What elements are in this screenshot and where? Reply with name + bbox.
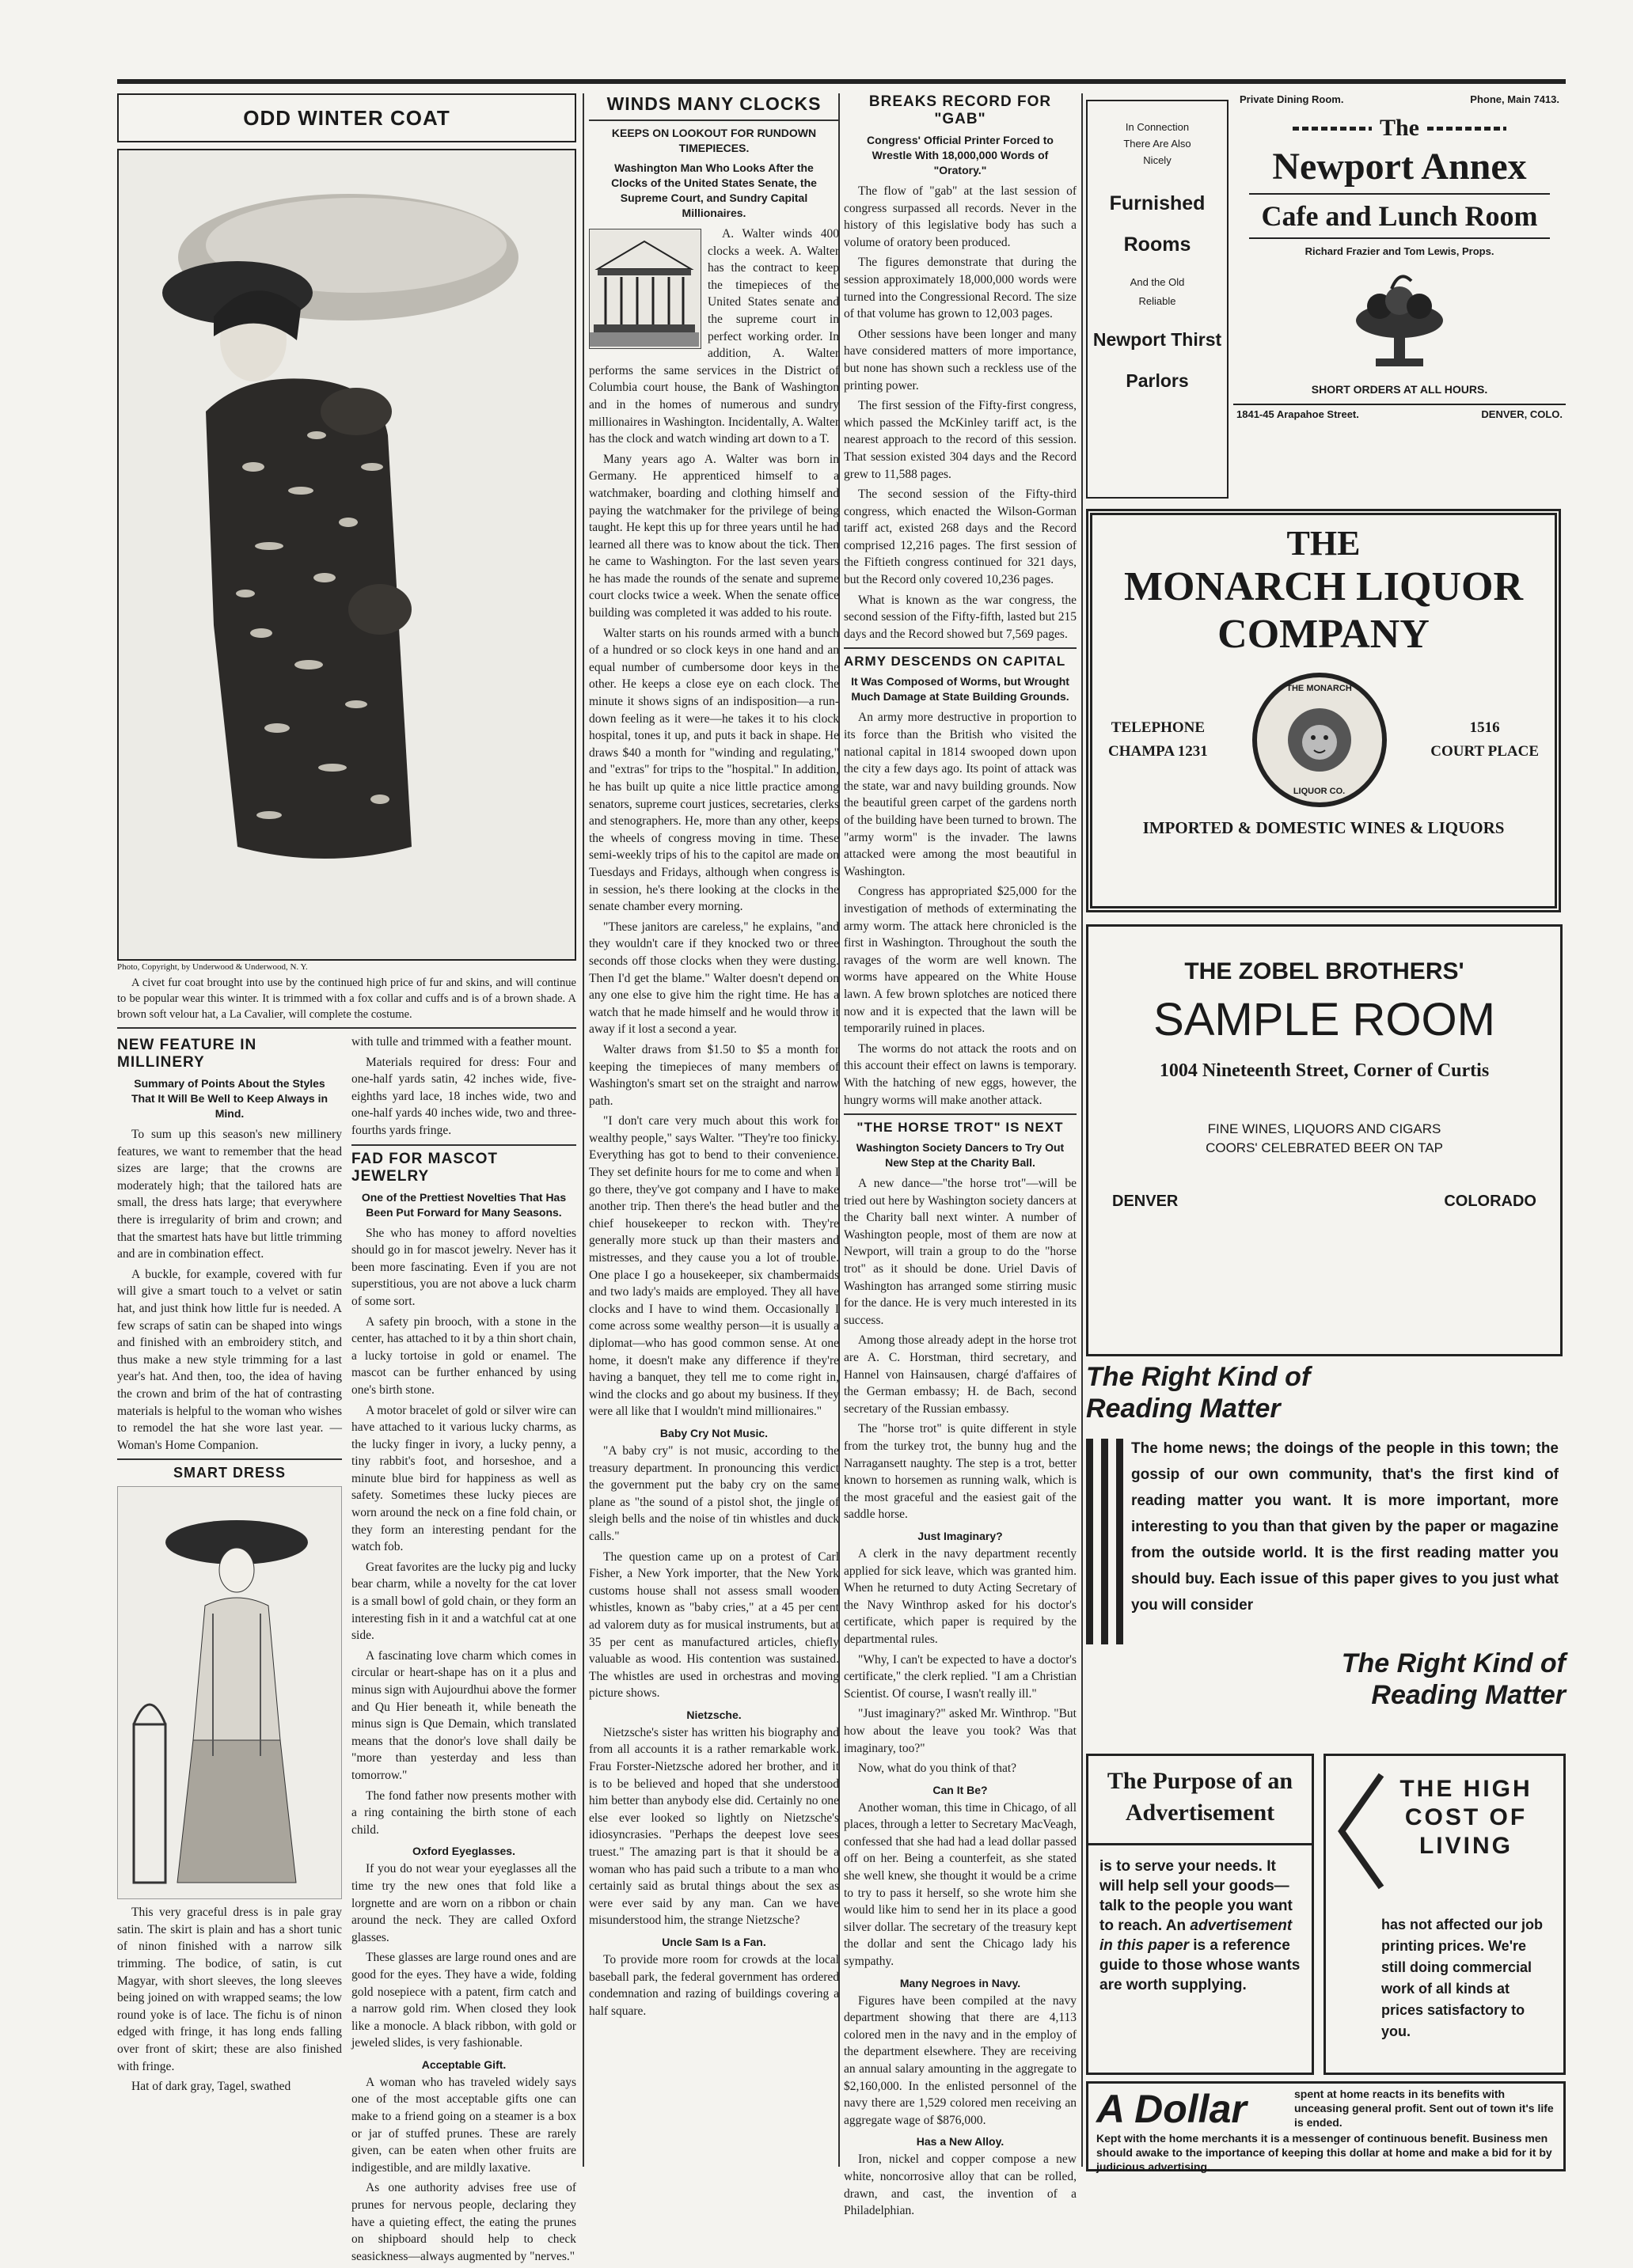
smart-dress-headline: SMART DRESS bbox=[173, 1465, 286, 1481]
imaginary-paragraph: A clerk in the navy department recently applied for sick leave, which was granted him. When he returned to duty Acting Secretary of the Navy Winthrop asked for his doctor's certificate, which paper is required by the departmental rules. bbox=[844, 1546, 1077, 1646]
smart-dress-paragraph: This very graceful dress is in pale gray satin. The skirt is plain and has a short tunic of ninon finished with a narrow silk trimming. The bodice, of satin, is cut Magyar, with short sleeves, the long sleeves being joined on with wrapped seams; the low round yoke is of lace. The fichu is of ninon edged with fringe, it has long ends falling over front of skirt; these are also finished with fringe. bbox=[117, 1906, 342, 2073]
millinery-paragraph: To sum up this season's new millinery features, we want to remember that the head sizes are large; that the crowns are moderately high; that the tailored hats are small, the dress hats large; that everywhere there is irregularity of brim and crown; and that the smartest hats have but little trimming and are in combination effect. bbox=[117, 1128, 342, 1261]
mascot-paragraph: A motor bracelet of gold or silver wire can have attached to it various lucky charms, as the lucky finger in ivory, a lucky penny, a tiny rabbit's foot, and horseshoe, and a minute blue bird for happiness as well as safety. Sometimes these lucky pieces are worn around the neck on a fine fold chain, or they form an interesting pendant for the watch fob. bbox=[351, 1403, 576, 1554]
decorative-bars bbox=[1086, 1431, 1123, 1644]
gab-paragraph: What is known as the war congress, the second session of the Fifty-fifth, lasted but 215 days and the Record showed but 7,569 pages. bbox=[844, 593, 1077, 641]
column-4-ads bbox=[1086, 93, 1566, 2173]
imaginary-paragraph: Now, what do you think of that? bbox=[858, 1762, 1017, 1776]
monarch-the: THE bbox=[1286, 524, 1361, 563]
dollar-title: A Dollar bbox=[1096, 2087, 1247, 2131]
mascot-paragraph: The fond father now presents mother with a ring containing the birth stone of each child. bbox=[351, 1788, 576, 1837]
monarch-liquor-ad bbox=[1086, 509, 1561, 912]
newport-props: Richard Frazier and Tom Lewis, Props. bbox=[1305, 245, 1494, 257]
gab-subhead: Congress' Official Printer Forced to Wrestle With 18,000,000 Words of "Oratory." bbox=[867, 134, 1054, 176]
gab-paragraph: The flow of "gab" at the last session of congress surpassed all records. Never in the history of this legislative body has such a volume of oratory been produced. bbox=[844, 184, 1077, 249]
monarch-telephone-number: CHAMPA 1231 bbox=[1108, 743, 1208, 760]
alloy-subhead: Has a New Alloy. bbox=[916, 2135, 1004, 2149]
monarch-name2: COMPANY bbox=[1217, 612, 1430, 657]
clocks-paragraph: "These janitors are careless," he explains, "and they wouldn't care if they knocked two or three seconds off those clocks when they were dusting. Then I'd get the blame." Walter doesn't depend on any one else to give him the right time. He has a watch that he made himself and he would throw it away if it lost a second a year. bbox=[589, 920, 839, 1037]
clocks-headline: WINDS MANY CLOCKS bbox=[606, 93, 822, 114]
newport-annex-ad bbox=[1233, 93, 1566, 497]
smart-dress-illustration bbox=[117, 1486, 342, 1899]
ornament bbox=[1427, 127, 1506, 131]
negroes-navy-paragraph: Figures have been compiled at the navy department showing that there are 4,113 colored men in the navy and in the employ of the department elsewhere. They are receiving an annual salary amounting in the aggregate to $2,160,000. In the enlisted personnel of the navy there are 1,529 colored men receiving an aggregate wage of $876,000. bbox=[844, 1993, 1077, 2127]
dollar-body1: spent at home reacts in its benefits with unceasing general profit. Sent out of town it's life is ended. bbox=[1294, 2088, 1554, 2129]
newport-sub: Cafe and Lunch Room bbox=[1261, 200, 1538, 232]
horse-trot-subhead: Washington Society Dancers to Try Out New Step at the Charity Ball. bbox=[856, 1141, 1065, 1170]
top-rule bbox=[117, 79, 1566, 84]
imaginary-paragraph: "Why, I can't be expected to have a doctor's certificate," the clerk replied. "I am a Christian Scientist. Of course, I wasn't really ill." bbox=[844, 1652, 1077, 1701]
monarch-address-number: 1516 bbox=[1469, 719, 1500, 736]
millinery-paragraph: A buckle, for example, covered with fur will give a smart touch to a velvet or satin hat, and just think how little fur is needed. A few scraps of satin can be shaped into wings and finished with an embroidery stitch, and thus make a new style trimming for a last year's hat. And then, too, the idea of having the crown and brim of the hat of contrasting materials is helpful to the woman who wishes to remodel the hat she wore last year. —Woman's Home Companion. bbox=[117, 1267, 342, 1452]
uncle-sam-subhead: Uncle Sam Is a Fan. bbox=[662, 1936, 766, 1948]
column-1-subcolumns bbox=[117, 1033, 576, 2268]
divider bbox=[117, 1458, 342, 1460]
uncle-sam-paragraph: To provide more room for crowds at the local baseball park, the federal government has ordered condemnation and razing of buildings covering a half square. bbox=[589, 1953, 839, 2018]
zobel-line5: COORS' CELEBRATED BEER ON TAP bbox=[1206, 1140, 1443, 1155]
column-1b bbox=[351, 1033, 576, 2268]
seal-top-text: THE MONARCH bbox=[1286, 684, 1352, 693]
zobel-line1: THE ZOBEL BROTHERS' bbox=[1184, 958, 1464, 984]
oxford-paragraph: These glasses are large round ones and are good for the eyes. They have a wide, folding gold nosepiece with a patent, firm catch and a narrow gold rim. When closed they look like a monocle. A black ribbon, with gold or jeweled slides, is very fashionable. bbox=[351, 1951, 576, 2050]
gift-paragraph: A woman who has traveled widely says one of the most acceptable gifts one can make to a friend going on a steamer is a box or jar of stuffed prunes. These are rarely given, can be eaten when other fruits are indigestible, and are mildly laxative. bbox=[351, 2075, 576, 2175]
column-2 bbox=[589, 93, 839, 2167]
imaginary-subhead: Just Imaginary? bbox=[917, 1529, 1003, 1542]
thirst-line: Reliable bbox=[1138, 295, 1176, 307]
mascot-subhead: One of the Prettiest Novelties That Has Been Put Forward for Many Seasons. bbox=[361, 1190, 567, 1219]
baby-cry-subhead: Baby Cry Not Music. bbox=[659, 1426, 769, 1439]
clocks-paragraph: Walter starts on his rounds armed with a bunch of a hundred or so clock keys in one hand and an equal number of cumbersome door keys in the other. He keeps a close eye on each clock. The minute it shows signs of an indisposition—a run-down feeling as it were—he takes it to his clock hospital, tones it up, and puts it back in shape. He draws $40 a month for "winding and regulating," and "extras" for trips to the "hospital." In addition, he has built up quite a nice little practice among senators, supreme court justices, secretaries, clerks and stenographers. He, more than any other, keeps the wheels of congress moving in time. These semi-weekly trips of his to the capitol are made on Tuesdays and Fridays, although when congress is in session, he's there looking at the clocks in the senate chamber every morning. bbox=[589, 626, 839, 914]
smart-dress-continued: with tulle and trimmed with a feather mount. bbox=[351, 1035, 572, 1049]
alloy-paragraph: Iron, nickel and copper compose a new white, noncorrosive alloy that can be rolled, drawn, and cast, the invention of a Philadelphian. bbox=[844, 2152, 1077, 2218]
purpose-body-part1: is to serve your needs. It will help sell your goods—talk to the people you want to reach. An bbox=[1099, 1858, 1293, 1934]
newport-city: DENVER, COLO. bbox=[1481, 408, 1563, 420]
thirst-line: There Are Also bbox=[1123, 138, 1191, 150]
smart-dress-continued: Materials required for dress: Four and one-half yards satin, 42 inches wide, five-eighths yard lace, 18 inches wide, two and one-half yards 40 inches wide, two and three-fourths yards fringe. bbox=[351, 1055, 576, 1137]
dollar-ad bbox=[1086, 2081, 1566, 2171]
horse-trot-paragraph: Among those already adept in the horse trot are A. C. Horstman, third secretary, and Hannel von Hainsausen, chargé d'affaires of the German embassy; H. de Bach, second secretary of the Russian embassy. bbox=[844, 1333, 1077, 1416]
clocks-paragraph: "I don't care very much about this work for wealthy people," says Walter. "They're too finicky. Everything has got to bend to their convenience. They set definite hours for me to come and when I go there, they've got company and I have to make another trip. Then there's the head butler and the chief housekeeper to reckon with. They're generally more stuck up than their masters and mistresses, and they cause you a lot of trouble. One place I go a housekeeper, six chambermaids and two lady's maids are employed. They all have clocks and I have to wind them. Occasionally I come across some wealthy person—it is usually a diplomat—who has good common sense. At one home, it doesn't make any difference if they're having a banquet, they tell me to come right in, wind the clocks and go about my business. If they were all like that I wouldn't mind millionaires." bbox=[589, 1114, 839, 1419]
clocks-paragraph: Walter draws from $1.50 to $5 a month for keeping the timepieces of many members of Washington's smart set on the straight and narrow path. bbox=[589, 1042, 839, 1108]
reading-title-line2-bottom: Reading Matter bbox=[1371, 1680, 1566, 1710]
clocks-deck: Washington Man Who Looks After the Clocks of the United States Senate, the Supreme Court, and Sundry Capital Millionaires. bbox=[611, 161, 817, 219]
gab-paragraph: The second session of the Fifty-third congress, which enacted the Wilson-Gorman tariff act, existed 268 days and the Record comprised 12,216 pages. The first session of the Fiftieth congress continued for 321 days, but the Record only covered 10,236 pages. bbox=[844, 487, 1077, 587]
purpose-title2: Advertisement bbox=[1125, 1800, 1275, 1826]
clocks-paragraph: Many years ago A. Walter was born in Germany. He apprenticed himself to a watchmaker, boarding and clothing himself and paying the watchmaker for the privilege of being taught. He kept this up for three years until he had learned all there was to know about the tick. Then he came to Washington. For the last seven years he has made the rounds of the senate and supreme court clocks twice a week. When the senate office building was completed it was added to his route. bbox=[589, 452, 839, 620]
fruit-bowl-icon bbox=[1233, 265, 1566, 380]
coat-caption: A civet fur coat brought into use by the continued high price of fur and skins, and will continue to be popular wear this winter. It is trimmed with a fox collar and cuffs and is of a brown shade. A brown soft velour hat, a La Cavalier, will complete the costume. bbox=[117, 977, 576, 1021]
mascot-headline: FAD FOR MASCOT JEWELRY bbox=[351, 1150, 498, 1185]
dollar-body2: Kept with the home merchants it is a messenger of continuous benefit. Business men should awake to the importance of keeping this dollar at home and make a bid for it by judicious advertising. bbox=[1096, 2132, 1552, 2173]
reading-title-line1-bottom: The Right Kind of bbox=[1341, 1648, 1566, 1678]
column-rule bbox=[1081, 93, 1083, 2167]
negroes-navy-subhead: Many Negroes in Navy. bbox=[899, 1976, 1021, 1989]
dress-sketch bbox=[118, 1487, 341, 1897]
millinery-headline: NEW FEATURE IN MILLINERY bbox=[117, 1037, 257, 1071]
ornament bbox=[1293, 127, 1372, 131]
army-headline: ARMY DESCENDS ON CAPITAL bbox=[844, 654, 1066, 669]
coat-photo bbox=[117, 149, 576, 961]
oxford-subhead: Oxford Eyeglasses. bbox=[412, 1845, 515, 1858]
can-it-be-paragraph: Another woman, this time in Chicago, of all places, through a letter to Secretary MacVeagh, confessed that she had had a lead dollar passed off on her. Being a counterfeit, as she stated she well knew, she thought it would be a crime to try to pass it herself, so she wrote him she would like him to send her in its place a good silver dollar. The secretary of the treasury kept the dollar and sent the Chicago lady his sympathy. bbox=[844, 1800, 1077, 1969]
divider bbox=[117, 1027, 576, 1029]
column-3 bbox=[844, 93, 1077, 2218]
zobel-line3: 1004 Nineteenth Street, Corner of Curtis bbox=[1159, 1060, 1490, 1081]
nietzsche-subhead: Nietzsche. bbox=[686, 1708, 742, 1721]
zobel-right: COLORADO bbox=[1444, 1193, 1536, 1210]
imaginary-paragraph: "Just imaginary?" asked Mr. Winthrop. "But how about the leave you took? Was that imaginary, too?" bbox=[844, 1707, 1077, 1755]
army-paragraph: Congress has appropriated $25,000 for the investigation of methods of exterminating the army worm. The attack here chronicled is the first in Washington. Throughout the south the ravages of the worm are well known. The worms have appeared on the White House lawn. A few brown splotches are noticed there now and it is expected that the lawn will be temporarily ruined in places. bbox=[844, 885, 1077, 1036]
monarch-telephone: TELEPHONE bbox=[1111, 719, 1206, 736]
gab-paragraph: The first session of the Fifty-first congress, which passed the McKinley tariff act, is the nearest approach to the record of this session. That session existed 304 days and the Record grew to 11,588 pages. bbox=[844, 399, 1077, 481]
zobel-line4: FINE WINES, LIQUORS AND CIGARS bbox=[1207, 1121, 1441, 1136]
can-it-be-subhead: Can It Be? bbox=[932, 1783, 988, 1796]
phone-label: Phone, Main 7413. bbox=[1470, 93, 1559, 105]
mascot-paragraph: She who has money to afford novelties should go in for mascot jewelry. Never has it been more fascinating. Even if you are not superstitious, you are not above a luck charm of some sort. bbox=[351, 1226, 576, 1308]
divider bbox=[589, 119, 839, 121]
thirst-newport: Newport Thirst bbox=[1092, 329, 1222, 350]
coat-headline: ODD WINTER COAT bbox=[243, 105, 450, 130]
horse-trot-paragraph: A new dance—"the horse trot"—will be tried out here by Washington society dancers at the Charity ball next winter. A number of Washington people, most of them are now at Newport, will train a group to do the "horse trot" as it should be done. Uriel Davis of Washington has arranged some stirring music for the dance. He is very much interested in its success. bbox=[844, 1177, 1077, 1327]
thirst-line: Nicely bbox=[1143, 154, 1172, 166]
monarch-bottom: IMPORTED & DOMESTIC WINES & LIQUORS bbox=[1142, 818, 1505, 837]
living-title2: COST OF bbox=[1404, 1804, 1528, 1830]
reading-title-line2: Reading Matter bbox=[1086, 1394, 1281, 1424]
divider bbox=[844, 647, 1077, 649]
army-paragraph: The worms do not attack the roots and on this account their effect on lawns is temporary. With the hatching of new eggs, however, the hungry worms will make another attack. bbox=[844, 1041, 1077, 1107]
purpose-title1: The Purpose of an bbox=[1107, 1768, 1293, 1794]
gab-paragraph: Other sessions have been longer and many have considered matters of more importance, but none has shown such a reckless use of the printing power. bbox=[844, 327, 1077, 393]
coat-headline-box bbox=[117, 93, 576, 142]
dining-room-label: Private Dining Room. bbox=[1240, 93, 1344, 105]
monarch-name1: MONARCH LIQUOR bbox=[1123, 564, 1524, 609]
purpose-body-italic: advertisement in this paper bbox=[1099, 1917, 1293, 1954]
monarch-address-street: COURT PLACE bbox=[1430, 743, 1539, 760]
reading-matter-ad bbox=[1086, 1361, 1566, 1741]
baby-cry-paragraph: "A baby cry" is not music, according to the treasury department. In pronouncing this verdict the government put the baby cry on the same plane as "the sound of a pistol shot, the jingle of sleigh bells and the noise of tin whistles and duck calls." bbox=[589, 1443, 839, 1543]
purpose-body-part2: is a reference guide to those whose wants are worth supplying. bbox=[1099, 1937, 1301, 1993]
thirst-line: And the Old bbox=[1130, 276, 1185, 288]
divider bbox=[844, 1113, 1077, 1115]
horse-trot-headline: "THE HORSE TROT" IS NEXT bbox=[856, 1120, 1064, 1136]
mascot-paragraph: A safety pin brooch, with a stone in the center, has attached to it by a thin short chain, a lucky tortoise in gold or enamel. The mascot can be further enhanced by using one's birth stone. bbox=[351, 1314, 576, 1397]
nietzsche-paragraph: Nietzsche's sister has written his biography and from all accounts it is a rather remarkable work. Frau Forster-Nietzsche adored her brother, and it is to be believed and hoped that she understood him better than anybody else did. Certainly no one else ever looked so lightly on Nietzsche's idiosyncrasies. "Perhaps the deepest love sees truest." The amazing part is that it should be a woman who has paid such a tribute to a man who certainly said as brutal things about the sex as were ever said by any man. Can we have misunderstood him, the strange Nietzsche? bbox=[589, 1725, 839, 1928]
high-cost-living-ad bbox=[1323, 1754, 1566, 2075]
purpose-ad bbox=[1086, 1754, 1314, 2075]
seal-bottom-text: LIQUOR CO. bbox=[1293, 787, 1346, 796]
army-paragraph: An army more destructive in proportion to its force than the British who visited the national capital in 1814 swooped down upon the city a few days ago. Its point of attack was the state, war and navy building grounds. Now the beautiful green carpet of the gardens north of the building have been turned to brown. The "army worm" is the invader. The lawns attacked were among the most beautiful in Washington. bbox=[844, 711, 1077, 878]
capitol-illustration bbox=[589, 229, 701, 349]
thirst-line: In Connection bbox=[1125, 121, 1190, 133]
divider bbox=[351, 1144, 576, 1146]
coat-photo-illustration bbox=[119, 150, 575, 956]
living-body: has not affected our job printing prices. We're still doing commercial work of all kinds at prices satisfactory to you. bbox=[1381, 1917, 1544, 2039]
gab-paragraph: The figures demonstrate that during the session approximately 18,000,000 words were turned into the Congressional Record. The size of that volume has grown to 12,003 pages. bbox=[844, 256, 1077, 321]
newport-name: Newport Annex bbox=[1272, 146, 1527, 188]
coat-photo-credit: Photo, Copyright, by Underwood & Underwood, N. Y. bbox=[117, 962, 308, 972]
zobel-left: DENVER bbox=[1112, 1193, 1179, 1210]
thirst-parlors: Parlors bbox=[1126, 370, 1189, 391]
oxford-paragraph: If you do not wear your eyeglasses all the time try the new ones that fold like a lorgnette and are worn on a ribbon or chain around the neck. They are called Oxford glasses. bbox=[351, 1862, 576, 1944]
living-title1: THE HIGH bbox=[1399, 1776, 1532, 1802]
thirst-furnished: Furnished bbox=[1109, 192, 1206, 214]
newport-the: The bbox=[1379, 115, 1419, 141]
living-title3: LIVING bbox=[1418, 1833, 1513, 1859]
reading-title-line1: The Right Kind of bbox=[1086, 1362, 1311, 1392]
mascot-paragraph: Great favorites are the lucky pig and lucky bear charm, while a novelty for the cat lover is a small bowl of gold chain, or they form an interesting fish in it and a watchful cat at one side. bbox=[351, 1560, 576, 1643]
army-subhead: It Was Composed of Worms, but Wrought Much Damage at State Building Grounds. bbox=[851, 675, 1069, 704]
purpose-body bbox=[1088, 1852, 1312, 2000]
column-rule bbox=[583, 93, 584, 2167]
thirst-parlors-ad bbox=[1086, 100, 1229, 499]
gift-paragraph: As one authority advises free use of prunes for nervous people, declaring they have a quieting effect, the eating the prunes on shipboard should help to check seasickness—always augmented by "nerves." bbox=[351, 2181, 576, 2263]
column-1a bbox=[117, 1033, 342, 2268]
gab-headline: BREAKS RECORD FOR "GAB" bbox=[868, 93, 1052, 127]
gift-subhead: Acceptable Gift. bbox=[421, 2058, 507, 2071]
thirst-rooms: Rooms bbox=[1123, 233, 1191, 256]
horse-trot-paragraph: The "horse trot" is quite different in style from the turkey trot, the bunny hug and the Narragansett naughty. The step is a trot, better known to horsemen as running walk, which is the most graceful and the easiest gait of the saddle horse. bbox=[844, 1422, 1077, 1522]
column-1 bbox=[117, 93, 576, 2263]
smart-dress-paragraph: Hat of dark gray, Tagel, swathed bbox=[131, 2080, 291, 2094]
newport-address: 1841-45 Arapahoe Street. bbox=[1236, 408, 1359, 420]
clocks-deck: KEEPS ON LOOKOUT FOR RUNDOWN TIMEPIECES. bbox=[611, 127, 817, 154]
baby-cry-paragraph: The question came up on a protest of Carl Fisher, a New York importer, that the New York customs house shall not assess small wooden whistles, known as "baby cries," at a 45 per cent ad valorem duty as for musical instruments, but at 35 per cent as manufactured articles, chiefly valuable as wood. His contention was sustained. The whistles are used in orchestras and moving picture shows. bbox=[589, 1549, 839, 1701]
newport-orders: SHORT ORDERS AT ALL HOURS. bbox=[1311, 383, 1488, 396]
lion-icon bbox=[1284, 704, 1355, 776]
mascot-paragraph: A fascinating love charm which comes in circular or heart-shape has on it a plus and minus sign with Aujourdhui above the former and Qu Hier beneath it, while beneath the minus sign is Que Demain, which translated means that the donor's love shall daily be "more than yesterday and less than tomorrow." bbox=[351, 1648, 576, 1782]
zobel-line2: SAMPLE ROOM bbox=[1153, 994, 1495, 1045]
millinery-subhead: Summary of Points About the Styles That It Will Be Well to Keep Always in Mind. bbox=[131, 1077, 328, 1120]
monarch-seal-icon bbox=[1252, 673, 1387, 807]
clocks-paragraph: A. Walter winds 400 clocks a week. A. Walter has the contract to keep the timepieces of the United States senate and the supreme court in perfect working order. In addition, A. Walter performs the same services in the District of Columbia court house, the Bank of Washington and in the homes of numerous and sundry millionaires in Washington. Incidentally, A. Walter has the clock and watch winding art down to a T. bbox=[589, 227, 839, 446]
building-sketch bbox=[590, 229, 699, 347]
reading-body: The home news; the doings of the people in this town; the gossip of our own community, that's the first kind of reading matter you want. It is more important, more interesting to you than that given by the paper or magazine from the outside world. It is the first reading matter you should buy. Each issue of this paper gives to you just what you will consider bbox=[1131, 1440, 1559, 1614]
zobel-brothers-ad bbox=[1086, 924, 1563, 1356]
